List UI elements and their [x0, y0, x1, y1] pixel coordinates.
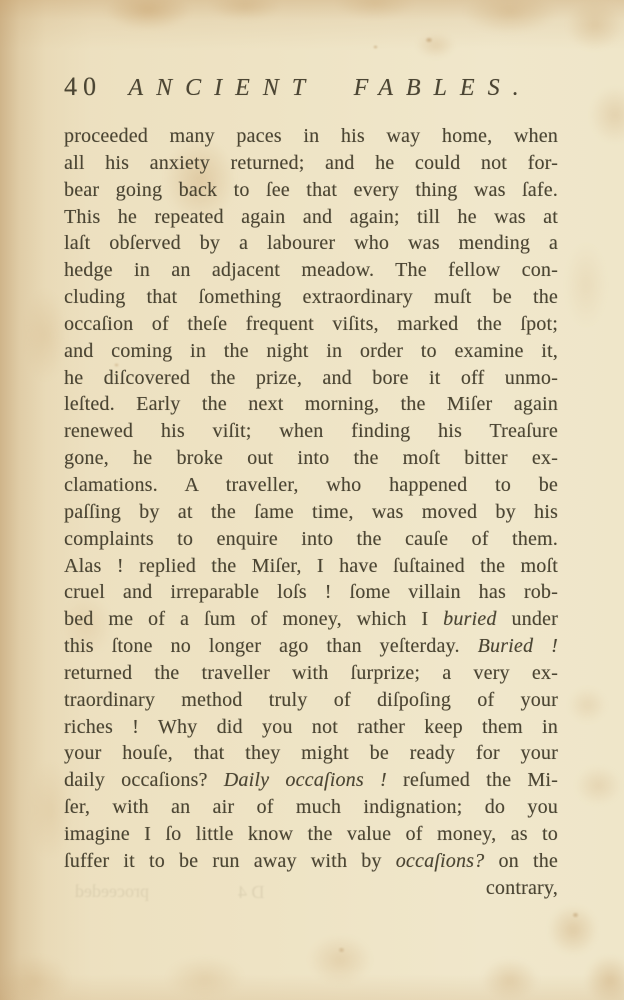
paper-stain [295, 925, 385, 995]
text-line: hedge in an adjacent meadow. The fellow con- [64, 259, 558, 282]
paper-speck [424, 36, 434, 44]
paper-stain [575, 945, 624, 1000]
paper-speck [337, 946, 346, 954]
text-line: complaints to enquire into the cauſe of them. [64, 527, 558, 550]
paper-speck [372, 44, 379, 50]
bleed-through-text: proceeded [75, 881, 149, 901]
bleed-through-text: D 4 [238, 882, 265, 902]
paper-speck [571, 911, 580, 919]
paper-stain [195, 0, 295, 26]
text-line: laſt obſerved by a labourer who was mending a [64, 232, 558, 255]
text-line: Alas ! replied the Miſer, I have ſuſtained the moſt [64, 554, 558, 577]
body-text [64, 123, 558, 902]
text-line: all his anxiety returned; and he could not for- [64, 151, 558, 174]
page-header [64, 72, 558, 102]
text-line: riches ! Why did you not rather keep them in [64, 715, 558, 738]
paper-stain [560, 680, 615, 730]
text-line: returned the traveller with ſurprize; a very ex- [64, 661, 558, 684]
text-line: he diſcovered the prize, and bore it off unmo- [64, 366, 558, 389]
running-title: ANCIENT FABLES. [128, 75, 532, 101]
text-line: This he repeated again and again; till he was at [64, 205, 558, 228]
paper-stain [88, 0, 208, 38]
text-line: ſuffer it to be run away with by occaſions? on the [64, 849, 558, 872]
paper-stain [150, 948, 260, 1000]
text-line: ſer, with an air of much indignation; do you [64, 796, 558, 819]
text-line: leſted. Early the next morning, the Miſer again [64, 393, 558, 416]
text-line: bed me of a ſum of money, which I buried under [64, 608, 558, 631]
paper-stain [580, 75, 624, 155]
text-line: and coming in the night in order to examine it, [64, 339, 558, 362]
paper-stain [445, 0, 575, 42]
text-line: traordinary method truly of diſpoſing of your [64, 688, 558, 711]
page-number: 40 [64, 72, 102, 101]
paper-stain [555, 0, 624, 60]
paper-stain [556, 225, 616, 345]
text-line: cluding that ſomething extraordinary muſt be the [64, 286, 558, 309]
text-line: bear going back to ſee that every thing was ſafe. [64, 178, 558, 201]
text-line: paſſing by at the ſame time, was moved by his [64, 500, 558, 523]
text-line: clamations. A traveller, who happened to be [64, 473, 558, 496]
text-line: gone, he broke out into the moſt bitter ex- [64, 447, 558, 470]
catchword: contrary, [485, 876, 558, 899]
paper-stain [470, 950, 550, 1000]
text-line: imagine I ſo little know the value of money, as to [64, 822, 558, 845]
text-line: renewed his viſit; when finding his Treaſure [64, 420, 558, 443]
paper-stain [566, 758, 624, 813]
paper-stain [408, 28, 463, 63]
text-line: daily occaſions? Daily occaſions ! reſumed the Mi- [64, 769, 558, 792]
paper-stain [320, 0, 430, 26]
paper-stain [538, 895, 608, 965]
paper-stain [0, 945, 85, 1000]
text-line: cruel and irreparable loſs ! ſome villain has rob- [64, 581, 558, 604]
text-line: proceeded many paces in his way home, when [64, 125, 558, 147]
text-line: this ſtone no longer ago than yeſterday. Buried ! [64, 635, 558, 658]
text-line: your houſe, that they might be ready for your [64, 742, 558, 765]
text-line: occaſion of theſe frequent viſits, marked the ſpot; [64, 312, 558, 335]
